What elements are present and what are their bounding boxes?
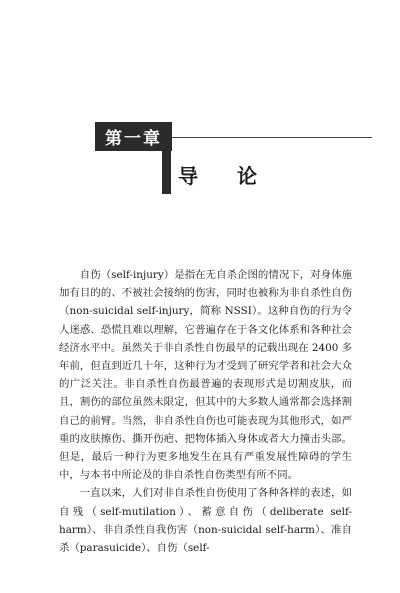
chapter-title: 导 论 [178, 164, 273, 188]
body-paragraph: 自伤（self-injury）是指在无自杀企图的情况下，对身体施加有目的的、不被社会接纳的伤害，同时也被称为非自杀性自伤（non-suicidal self-injury，简称 NSSI）。这种自伤的行为令人迷惑、恐慌且难以理解，它普遍存在于各文化体系和各种社会经济水平中。虽然关于非自杀性自伤最早的记载出现在 2400 多年前，但直到近几十年，这种行为才受到了研究学者和社会大众的广泛关注。非自杀性自伤最普遍的表现形式是切割皮肤，而且，割伤的部位虽然未限定，但其中的大多数人通常都会选择割自己的前臂。当然，非自杀性自伤也可能表现为其他形式，如严重的皮肤擦伤、撕开伤疤、把物体插入身体或者大力撞击头部。但是，最后一种行为更多地发生在具有严重发展性障碍的学生中，与本书中所论及的非自杀性自伤类型有所不同。 [59, 269, 352, 482]
chapter-label: 第一章 [95, 122, 172, 151]
chapter-rule-vertical [162, 151, 171, 194]
chapter-rule-horizontal [172, 137, 372, 138]
body-paragraph: 一直以来，人们对非自杀性自伤使用了各种各样的表述，如自残（self-mutilation）、蓄意自伤（deliberate self-harm）、非自杀性自我伤害（non-suicidal self-harm）、准自杀（parasuicide）、自伤（self- [59, 487, 352, 555]
body-text [59, 266, 352, 557]
